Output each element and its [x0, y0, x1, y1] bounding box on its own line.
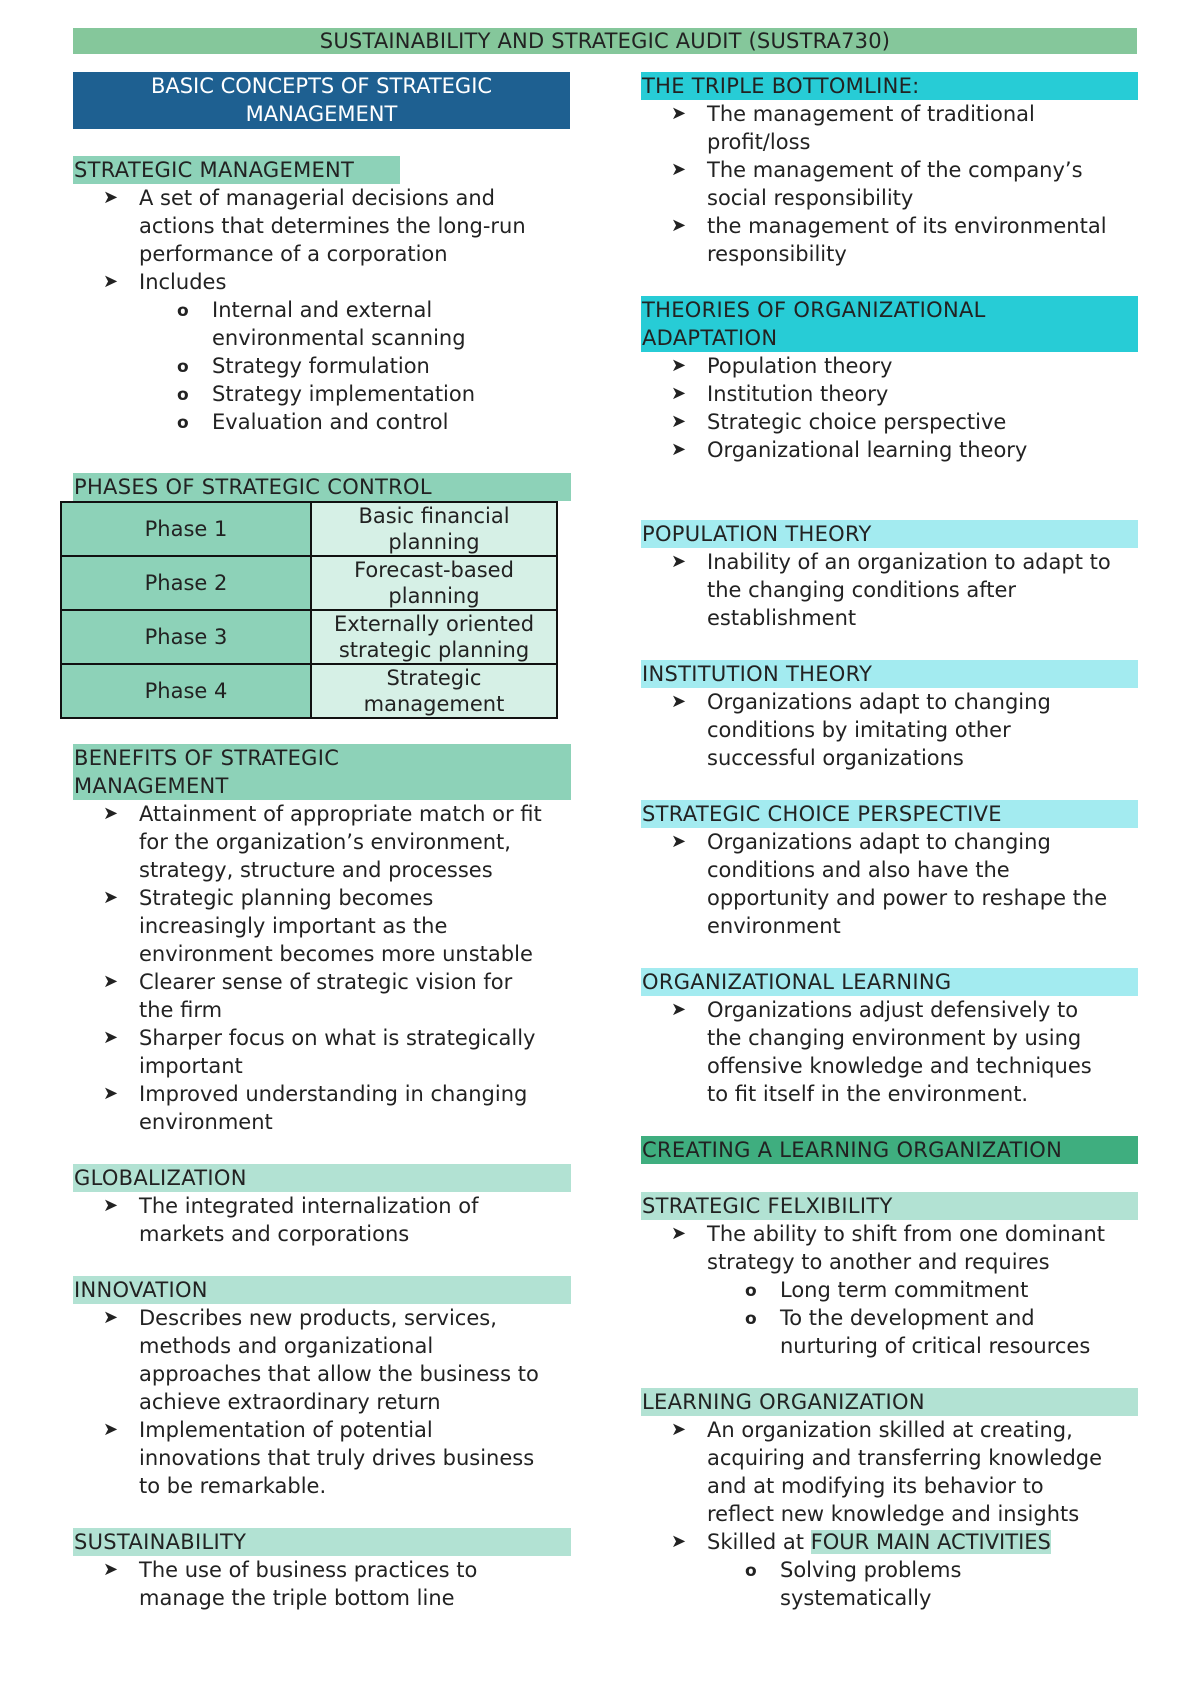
list-item: ➤ Skilled at FOUR MAIN ACTIVITIES [671, 1530, 1051, 1554]
circle-bullet-icon: o [177, 413, 189, 433]
phase-desc-cell: Externally oriented strategic planning [311, 610, 557, 664]
list-item: ➤ Organizations adapt to changing conditions by imitating other successful organizations [671, 690, 1051, 770]
list-item: ➤ The management of traditional profit/loss [671, 102, 1035, 154]
phase-cell: Phase 1 [61, 502, 311, 556]
sub-list-item: o Internal and external environmental scanning [177, 298, 466, 350]
heading-organizational-learning: ORGANIZATIONAL LEARNING [641, 968, 1138, 996]
table-row [61, 502, 557, 556]
circle-bullet-icon: o [745, 1281, 757, 1301]
highlight-four-main-activities: FOUR MAIN ACTIVITIES [810, 1530, 1051, 1554]
arrow-bullet-icon: ➤ [671, 1419, 687, 1440]
list-item: ➤ The integrated internalization of markets and corporations [103, 1194, 479, 1246]
arrow-bullet-icon: ➤ [671, 383, 687, 404]
arrow-bullet-icon: ➤ [671, 551, 687, 572]
arrow-bullet-icon: ➤ [671, 411, 687, 432]
sub-list-item: o To the development and nurturing of critical resources [745, 1306, 1091, 1358]
list-item: ➤ Organizational learning theory [671, 438, 1028, 462]
arrow-bullet-icon: ➤ [671, 439, 687, 460]
arrow-bullet-icon: ➤ [103, 971, 119, 992]
circle-bullet-icon: o [177, 357, 189, 377]
phase-cell: Phase 4 [61, 664, 311, 718]
list-item: ➤ Implementation of potential innovations that truly drives business to be remarkable. [103, 1418, 535, 1498]
heading-sustainability: SUSTAINABILITY [73, 1528, 571, 1556]
list-item: ➤ Includes [103, 270, 227, 294]
list-item: ➤ The ability to shift from one dominant strategy to another and requires [671, 1222, 1106, 1274]
arrow-bullet-icon: ➤ [671, 159, 687, 180]
sub-list-item: o Solving problems systematically [745, 1558, 962, 1610]
circle-bullet-icon: o [177, 301, 189, 321]
list-item: ➤ A set of managerial decisions and actions that determines the long-run performance of a corporation [103, 186, 526, 266]
arrow-bullet-icon: ➤ [103, 1559, 119, 1580]
heading-triple-bottomline: THE TRIPLE BOTTOMLINE: [641, 72, 1138, 100]
list-item: ➤ An organization skilled at creating, acquiring and transferring knowledge and at modifying its behavior to reflect new knowledge and insights [671, 1418, 1103, 1526]
sub-list-item: o Strategy implementation [73, 380, 570, 408]
heading-phases: PHASES OF STRATEGIC CONTROL [73, 473, 571, 501]
list-item: ➤ Population theory [671, 354, 893, 378]
list-item: ➤ Organizations adjust defensively to the changing environment by using offensive knowledge and techniques to fit itself in the environment. [671, 998, 1092, 1106]
list-item: ➤ the management of its environmental responsibility [671, 214, 1107, 266]
table-row [61, 664, 557, 718]
heading-benefits: BENEFITS OF STRATEGIC MANAGEMENT [73, 744, 571, 800]
right-column [641, 72, 1137, 1612]
arrow-bullet-icon: ➤ [671, 1223, 687, 1244]
arrow-bullet-icon: ➤ [671, 1531, 687, 1552]
table-row [61, 556, 557, 610]
arrow-bullet-icon: ➤ [103, 887, 119, 908]
heading-innovation: INNOVATION [73, 1276, 571, 1304]
heading-globalization: GLOBALIZATION [73, 1164, 571, 1192]
heading-population-theory: POPULATION THEORY [641, 520, 1138, 548]
list-item: ➤ The use of business practices to manage the triple bottom line [103, 1558, 478, 1610]
document-title: SUSTAINABILITY AND STRATEGIC AUDIT (SUSTRA730) [73, 28, 1137, 54]
arrow-bullet-icon: ➤ [103, 187, 119, 208]
left-column-lower [73, 744, 570, 1612]
banner-line: MANAGEMENT [245, 102, 398, 126]
arrow-bullet-icon: ➤ [671, 999, 687, 1020]
list-item: ➤ Inability of an organization to adapt to the changing conditions after establishment [671, 550, 1111, 630]
list-item: ➤ Describes new products, services, methods and organizational approaches that allow the business to achieve extraordinary return [103, 1306, 539, 1414]
list-item: ➤ The management of the company’s social responsibility [671, 158, 1083, 210]
heading-creating-learning-organization: CREATING A LEARNING ORGANIZATION [641, 1136, 1138, 1164]
heading-strategic-flexibility: STRATEGIC FELXIBILITY [641, 1192, 1138, 1220]
table-row [61, 610, 557, 664]
arrow-bullet-icon: ➤ [103, 1419, 119, 1440]
arrow-bullet-icon: ➤ [671, 831, 687, 852]
list-item: ➤ Clearer sense of strategic vision for the firm [103, 970, 513, 1022]
list-item: ➤ Institution theory [671, 382, 889, 406]
circle-bullet-icon: o [177, 385, 189, 405]
phase-cell: Phase 3 [61, 610, 311, 664]
heading-strategic-management: STRATEGIC MANAGEMENT [73, 156, 400, 184]
arrow-bullet-icon: ➤ [103, 1027, 119, 1048]
list-item: ➤ Organizations adapt to changing conditions and also have the opportunity and power to reshape the environment [671, 830, 1108, 938]
arrow-bullet-icon: ➤ [103, 1195, 119, 1216]
phase-desc-cell: Forecast-based planning [311, 556, 557, 610]
sub-list-item: o Strategy formulation [73, 352, 570, 380]
circle-bullet-icon: o [745, 1561, 757, 1581]
sub-list-item: o Long term commitment [641, 1276, 1137, 1304]
arrow-bullet-icon: ➤ [103, 1307, 119, 1328]
circle-bullet-icon: o [745, 1309, 757, 1329]
heading-institution-theory: INSTITUTION THEORY [641, 660, 1138, 688]
arrow-bullet-icon: ➤ [671, 215, 687, 236]
list-item: ➤ Attainment of appropriate match or fit for the organization’s environment, strategy, structure and processes [103, 802, 542, 882]
list-item: ➤ Strategic choice perspective [671, 410, 1007, 434]
sub-list-item: o Evaluation and control [73, 408, 570, 436]
list-item: ➤ Sharper focus on what is strategically important [103, 1026, 536, 1078]
arrow-bullet-icon: ➤ [103, 803, 119, 824]
banner-line: BASIC CONCEPTS OF STRATEGIC [150, 74, 493, 98]
section-banner-basic-concepts [73, 72, 570, 129]
phase-desc-cell: Basic financial planning [311, 502, 557, 556]
phases-table [60, 501, 558, 719]
arrow-bullet-icon: ➤ [103, 271, 119, 292]
left-column [73, 72, 570, 499]
phase-cell: Phase 2 [61, 556, 311, 610]
list-item: ➤ Improved understanding in changing environment [103, 1082, 528, 1134]
heading-strategic-choice: STRATEGIC CHOICE PERSPECTIVE [641, 800, 1138, 828]
heading-learning-organization: LEARNING ORGANIZATION [641, 1388, 1138, 1416]
phase-desc-cell: Strategic management [311, 664, 557, 718]
arrow-bullet-icon: ➤ [103, 1083, 119, 1104]
arrow-bullet-icon: ➤ [671, 355, 687, 376]
arrow-bullet-icon: ➤ [671, 691, 687, 712]
list-item: ➤ Strategic planning becomes increasingly important as the environment becomes more unstable [103, 886, 533, 966]
heading-theories: THEORIES OF ORGANIZATIONAL ADAPTATION [641, 296, 1138, 352]
arrow-bullet-icon: ➤ [671, 103, 687, 124]
